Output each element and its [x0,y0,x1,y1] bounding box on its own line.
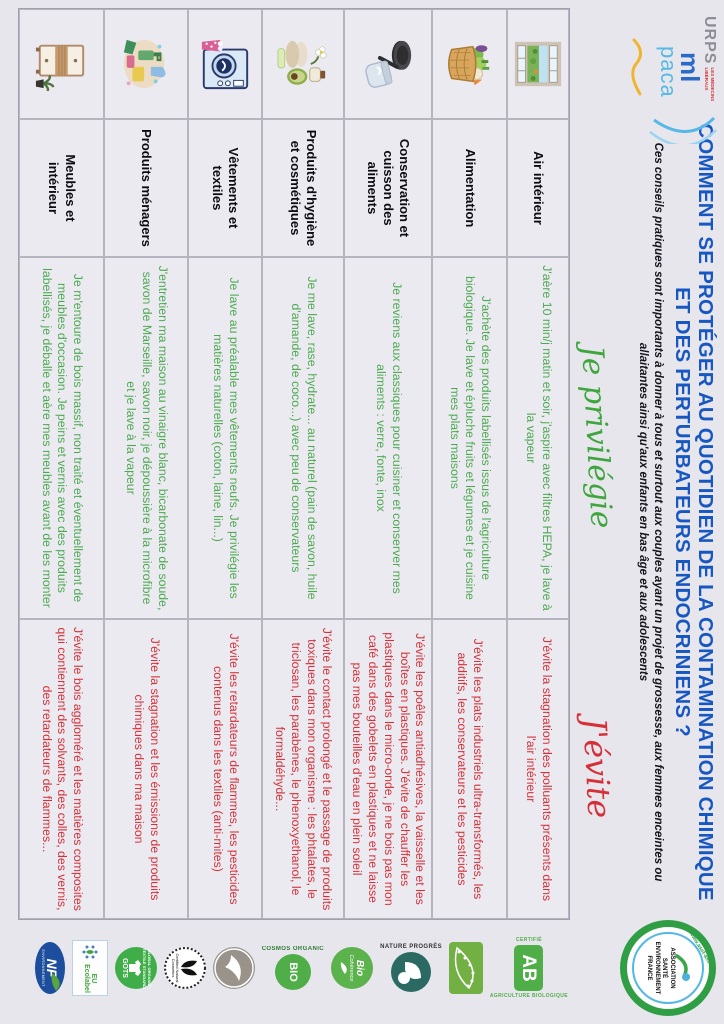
table-row-conservation-icon-cell [344,9,432,119]
table-row-textiles-icon-cell [188,9,262,119]
cosmos-organic-bio-logo [262,946,324,990]
bio-cosmetique-icon [275,954,311,990]
urps-wordmark: URPS [701,16,718,65]
table-row-hygiene-icon-cell [262,9,344,119]
euro-leaf-icon [449,942,483,994]
table-row-menagers-icon-cell [104,9,188,119]
privilegie-air-interieur: J'aère 10 min/j matin et soir, j'aspire avec filtres HEPA, je lave à la vapeur [507,257,569,619]
cosmos-bio-text: BIO [286,962,299,982]
urps-paca-text: paca [656,46,682,98]
evite-air-interieur: J'évite la stagnation des polluants présents dans l'air intérieur [507,619,569,919]
bio-coherence-logo [331,947,373,989]
cosmos-line: ORGANIC [292,946,324,952]
bio-coherence-text-2: Cohérence [347,954,354,982]
ecolabel-caption [82,964,97,993]
urps-logo-arcs-icon [648,88,718,144]
np-line: PROGRÈS [409,944,442,950]
urps-tagline: LES MÉDECINS LIBÉRAUX [704,67,715,102]
asef-org-line: ENVIRONNEMENT [654,941,660,995]
nf-environnement-logo [35,942,65,994]
eu-organic-leaf-logo [449,942,483,994]
cleaning-products-icon [119,37,173,91]
category-produits-menagers: Produits ménagers [104,119,188,257]
table-row-meubles-icon-cell [19,9,104,119]
cosmos-line: COSMOS [261,946,291,952]
asef-url: www.asef-asso.fr [687,930,717,973]
evite-hygiene-cosmetiques: J'évite le contact prolongé et le passage de produits toxiques dans mon organisme : les phtalates, le triclosan, les parabènes, le phenoxyethanol, le formaldéhyde... [262,619,344,919]
table-row-air-icon-cell [507,9,569,119]
eu-ecolabel-logo [72,940,108,996]
evite-produits-menagers: J'évite la stagnation et les émissions de produits chimiques dans ma maison [104,619,188,919]
asef-person-icon [675,953,691,983]
washing-machine-icon [198,37,252,91]
category-air-interieur: Air intérieur [507,119,569,257]
urps-ml-text: ml [675,52,705,83]
cosmos-caption [262,946,324,952]
gots-shirt-icon [128,959,142,977]
nature-progres-icon [391,952,431,992]
ecolabel-flower-icon [81,943,99,961]
poster-title [670,118,716,906]
eco-labels-strip [18,920,624,1016]
column-headers [570,8,624,920]
bio-coherence-text-1: Bio [353,959,365,977]
asef-badge [620,920,716,1016]
advice-table-area [18,8,624,920]
poster-subtitle: Ces conseils pratiques sont importants à donner à tous et surtout aux couples ayant un projet de grossesse, aux femmes enceintes ou allaitantes ainsi qu'aux enfants en bas âge et aux adolescents [637,142,665,882]
nf-text: NF [43,958,60,978]
pan-and-jar-icon [361,37,415,91]
certified-natural-ring-text: Certified Natural Cosmetics [170,953,181,983]
privilegie-vetements-textiles: Je lave au préalable mes vêtements neufs. Je privilégie les matières naturelles (coton, laine, lin...) [188,257,262,619]
gots-logo [115,947,157,989]
cosmetics-icon [276,37,330,91]
gots-ring-text: GLOBAL ORGANIC TEXTILE STANDARD [142,948,152,988]
ab-caption: AGRICULTURE BIOLOGIQUE [489,992,568,999]
vegetable-basket-icon [443,37,497,91]
privilegie-produits-menagers: J'entretien ma maison au vinaigre blanc, bicarbonate de soude, savon de Marseille, savon noir, je dépoussière à la microfibre et je lave à la vapeur [104,257,188,619]
np-line: NATURE [379,944,407,950]
ab-logo-text: AB [514,945,543,990]
window-icon [511,37,565,91]
category-hygiene-cosmetiques: Produits d'hygiène et cosmétiques [262,119,344,257]
ab-agriculture-biologique-logo [490,937,568,998]
category-conservation-cuisson: Conservation et cuisson des aliments [344,119,432,257]
urps-ml-paca-logo [630,16,718,146]
asef-org-line: SANTÉ [661,957,668,979]
asef-org-line: ASSOCIATION [669,947,675,989]
ab-certifie-text: CERTIFIÉ [515,937,542,944]
asef-org-name [645,942,675,995]
ecolabel-line: Ecolabel [82,964,90,993]
table-row-alimentation-icon-cell [432,9,507,119]
certified-natural-glyph-icon [179,957,199,979]
furniture-icon [35,37,89,91]
title-line-2: ET DES PERTURBATEURS ENDOCRINIENS ? [671,287,695,737]
certified-natural-cosmetics-logo [164,947,206,989]
urps-yellow-wave-icon [630,38,644,98]
asef-org-line: FRANCE [646,955,653,981]
category-alimentation: Alimentation [432,119,507,257]
evite-meubles-interieur: J'évite le bois aggloméré et les matières composites qui contiennent des solvants, des colles, des vernis, des retardateurs de flammes... [19,619,104,919]
bio-coherence-leaf-icon [340,961,348,975]
nature-progres-caption [380,944,442,950]
flower [311,47,326,64]
evite-vetements-textiles: J'évite les retardateurs de flammes, les pesticides contenus dans les textiles (anti-mites) [188,619,262,919]
gray-certification-logo [213,947,255,989]
nature-et-progres-logo [380,944,442,992]
category-vetements-textiles: Vêtements et textiles [188,119,262,257]
nf-leaf-icon [51,972,61,992]
asef-badge-center [632,932,704,1004]
category-meubles-interieur: Meubles et intérieur [19,119,104,257]
gots-name-text: GOTS [120,958,128,978]
advice-table [18,8,570,920]
privilegie-conservation-cuisson: Je reviens aux classiques pour cuisiner et conserver mes aliments : verre, fonte, inox [344,257,432,619]
title-line-1: COMMENT SE PROTÉGER AU QUOTIDIEN DE LA CONTAMINATION CHIMIQUE [694,123,717,901]
header-j-evite: J'évite [575,716,619,820]
nf-caption: ENVIRONNEMENT [40,949,45,987]
privilegie-alimentation: J'achète des produits labellisés issus de l'agriculture biologique. Je lave et épluche fruits et légumes et je cuisine mes plats maisons [432,257,507,619]
gray-logo-swoosh-icon [213,947,255,989]
poster-header [624,0,724,1024]
header-je-privilegie: Je privilégie [574,344,620,530]
privilegie-meubles-interieur: Je m'entoure de bois massif, non traité et éventuellement de meubles d'occasion. Je peins et vernis avec des produits labellisés, je déballe et aère mes meubles avant de les monter [19,257,104,619]
poster-body [18,0,624,1024]
ecolabel-line: EU [90,973,98,984]
evite-alimentation: J'évite les plats industriels ultra-transformés, les additifs, les conservateurs et les pesticides [432,619,507,919]
privilegie-hygiene-cosmetiques: Je me lave, rase, hydrate... au naturel (pain de savon, huile d'amande, de coco...) avec peu de conservateurs [262,257,344,619]
evite-conservation-cuisson: J'évite les poêles antiadhésives, la vaisselle et les boîtes en plastiques. J'évite de chauffer les plastiques dans le micro-onde, je ne bois pas mon café dans des gobelets en plastiques et ne laisse pas mes bouteilles d'eau en plein soleil [344,619,432,919]
